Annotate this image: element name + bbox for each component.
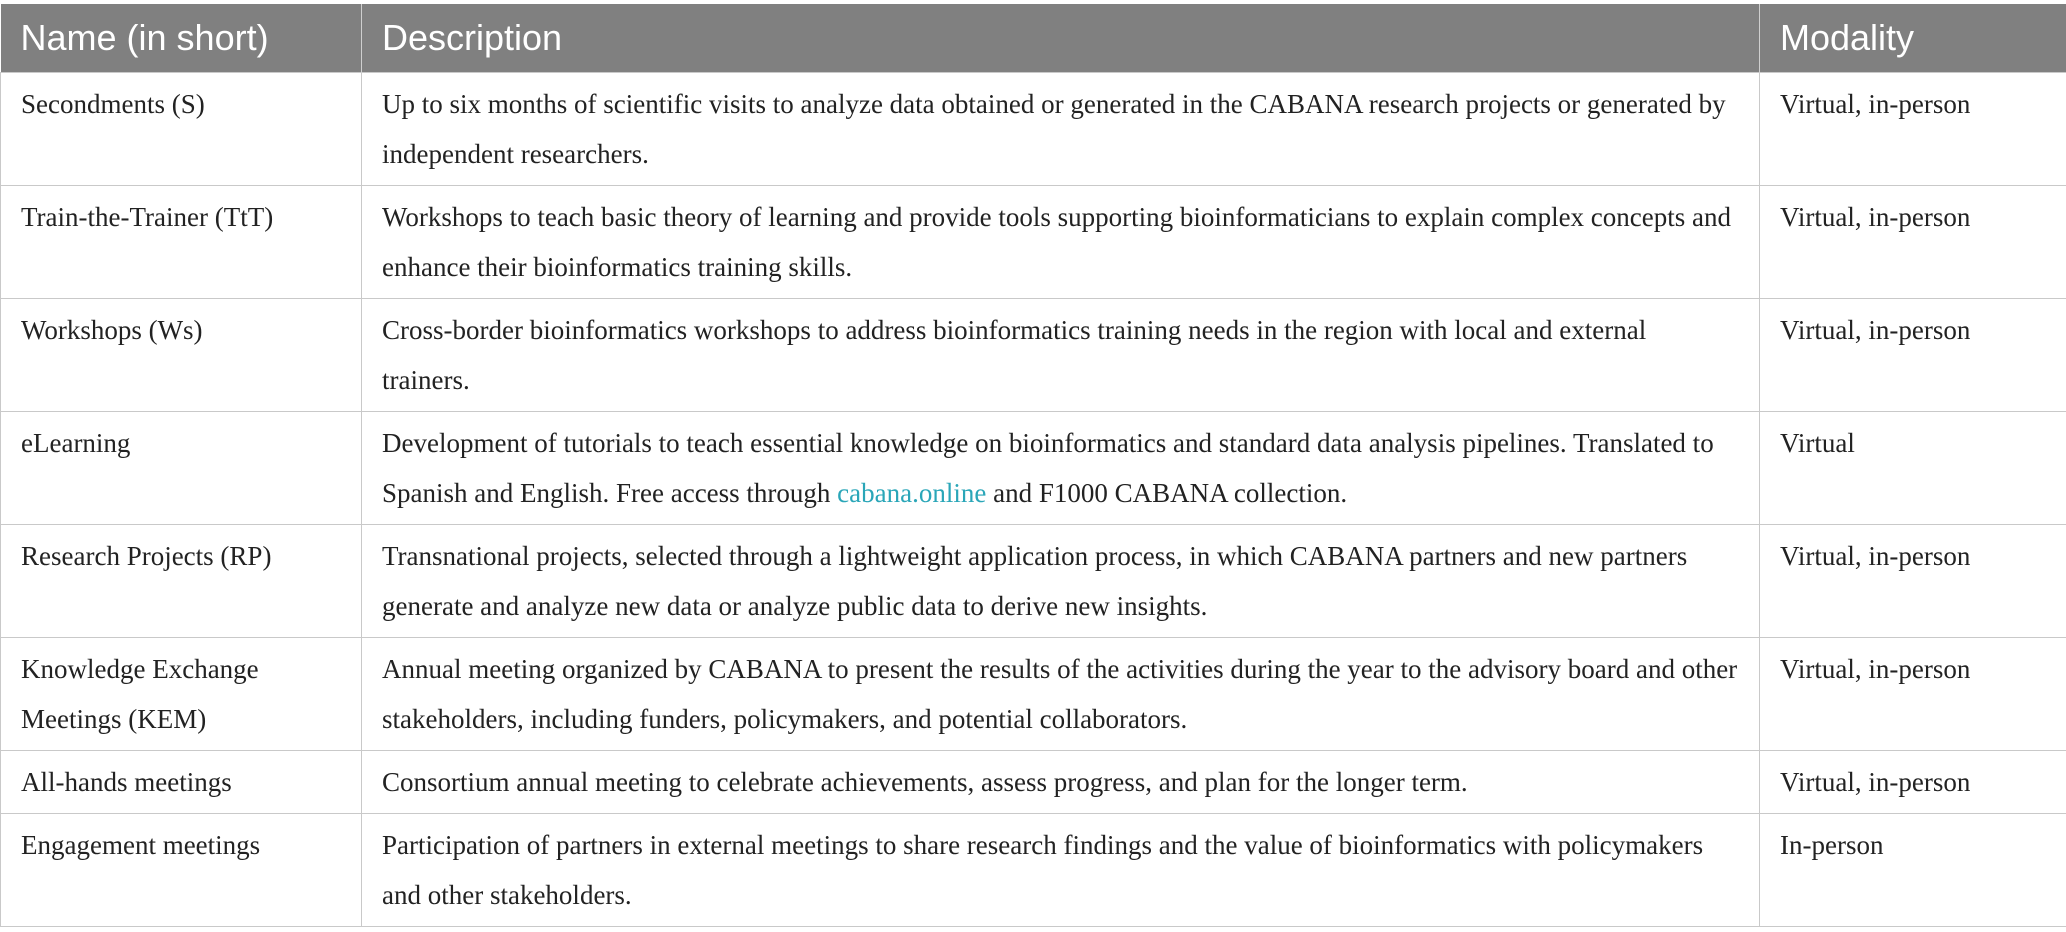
cell-name: Research Projects (RP) xyxy=(1,524,362,637)
table-row xyxy=(1,298,2066,411)
description-text: and F1000 CABANA collection. xyxy=(986,477,1348,508)
cell-name: Workshops (Ws) xyxy=(1,298,362,411)
table-row xyxy=(1,813,2066,926)
cell-name: All-hands meetings xyxy=(1,750,362,813)
cell-modality: Virtual, in-person xyxy=(1760,524,2066,637)
table-header xyxy=(1,4,2066,72)
cell-modality: In-person xyxy=(1760,813,2066,926)
table-body xyxy=(1,72,2066,926)
cell-description: Consortium annual meeting to celebrate achievements, assess progress, and plan for the longer term. xyxy=(362,750,1760,813)
cell-modality: Virtual, in-person xyxy=(1760,185,2066,298)
cell-name: eLearning xyxy=(1,411,362,524)
cell-description: Workshops to teach basic theory of learning and provide tools supporting bioinformaticians to explain complex concepts and enhance their bioinformatics training skills. xyxy=(362,185,1760,298)
cell-name: Engagement meetings xyxy=(1,813,362,926)
cell-description: Annual meeting organized by CABANA to present the results of the activities during the year to the advisory board and other stakeholders, including funders, policymakers, and potential collaborators. xyxy=(362,637,1760,750)
activities-table xyxy=(0,4,2066,927)
header-modality: Modality xyxy=(1760,4,2066,72)
header-description: Description xyxy=(362,4,1760,72)
table-row xyxy=(1,72,2066,185)
table-row xyxy=(1,524,2066,637)
table-row xyxy=(1,411,2066,524)
header-row xyxy=(1,4,2066,72)
table-row xyxy=(1,750,2066,813)
cell-modality: Virtual, in-person xyxy=(1760,637,2066,750)
cell-name: Knowledge Exchange Meetings (KEM) xyxy=(1,637,362,750)
table-row xyxy=(1,185,2066,298)
cell-modality: Virtual, in-person xyxy=(1760,72,2066,185)
activities-table-container xyxy=(0,4,2066,927)
cell-modality: Virtual, in-person xyxy=(1760,298,2066,411)
cell-modality: Virtual xyxy=(1760,411,2066,524)
cell-description: Participation of partners in external meetings to share research findings and the value of bioinformatics with policymakers and other stakeholders. xyxy=(362,813,1760,926)
header-name: Name (in short) xyxy=(1,4,362,72)
description-text: Development of tutorials to teach essential knowledge on bioinformatics and standard data analysis pipelines. Translated to Spanish and English. Free access through xyxy=(382,427,1714,508)
cell-modality: Virtual, in-person xyxy=(1760,750,2066,813)
cabana-online-link[interactable]: cabana.online xyxy=(837,477,987,508)
cell-description: Transnational projects, selected through a lightweight application process, in which CABANA partners and new partners generate and analyze new data or analyze public data to derive new insights. xyxy=(362,524,1760,637)
cell-description: Up to six months of scientific visits to analyze data obtained or generated in the CABANA research projects or generated by independent researchers. xyxy=(362,72,1760,185)
cell-name: Secondments (S) xyxy=(1,72,362,185)
cell-description xyxy=(362,411,1760,524)
table-row xyxy=(1,637,2066,750)
cell-name: Train-the-Trainer (TtT) xyxy=(1,185,362,298)
cell-description: Cross-border bioinformatics workshops to address bioinformatics training needs in the region with local and external trainers. xyxy=(362,298,1760,411)
